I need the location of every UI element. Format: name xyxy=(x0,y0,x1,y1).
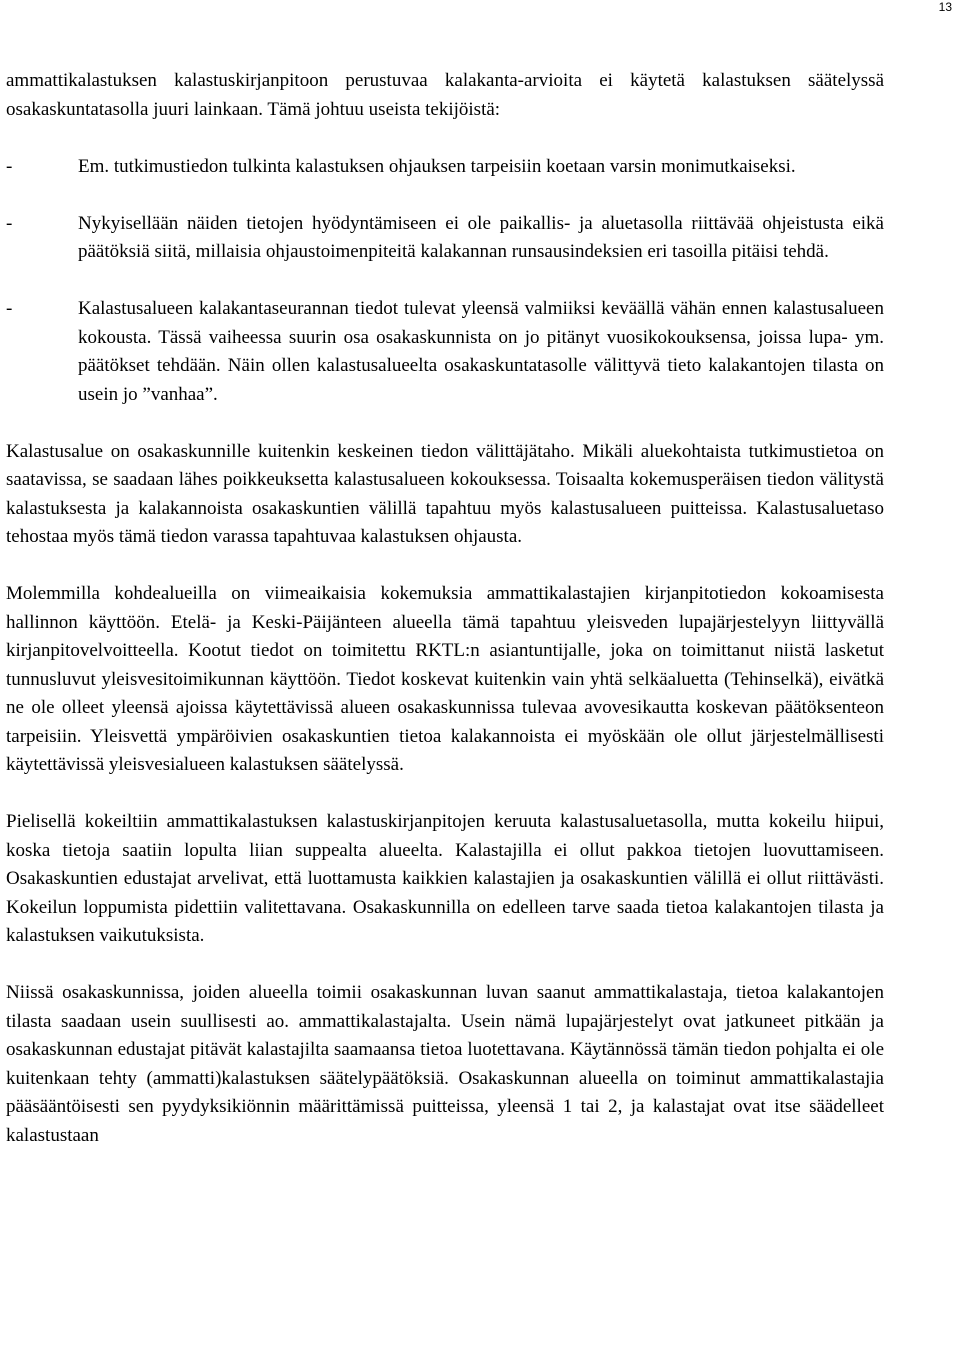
paragraph: Molemmilla kohdealueilla on viimeaikaisia kokemuksia ammattikalastajien kirjanpitotiedon kokoamisesta hallinnon käyttöön. Etelä- ja Keski-Päijänteen alueella tämä tapahtuu yleisveden lupajärjestelyyn liittyvällä kirjanpitovelvoitteella. Kootut tiedot on toimitettu RKTL:n asiantuntijalle, joka on toimittanut niistä lasketut tunnusluvut yleisvesitoimikunnan käyttöön. Tiedot koskevat kuitenkin vain yhtä selkäaluetta (Tehinselkä), eivätkä ne ole olleet yleensä ajoissa käytettävissä alueen osakaskunnissa tulevaa avovesikautta koskevan päätöksenteon tarpeisiin. Yleisvettä ympäröivien osakaskuntien tietoa kalakannoista ei myöskään ole ollut järjestelmällisesti käytettävissä yleisvesialueen kalastuksen säätelyssä. xyxy=(6,583,884,775)
list-item-text: Nykyisellään näiden tietojen hyödyntämiseen ei ole paikallis- ja aluetasolla riittävää ohjeistusta eikä päätöksiä siitä, millaisia ohjaustoimenpiteitä kalakannan runsausindeksien eri tasoilla pitäisi tehdä. xyxy=(78,212,884,262)
paragraph: Kalastusalue on osakaskunnille kuitenkin keskeinen tiedon välittäjätaho. Mikäli aluekohtaista tutkimustietoa on saatavissa, se saadaan lähes poikkeuksetta kalastusalueen kokouksessa. Toisaalta kokemusperäisen tiedon välitystä kalastuksesta ja kalakannoista osakaskuntien välillä tapahtuu myös kalastusalueen puitteissa. Kalastusaluetaso tehostaa myös tämä tiedon varassa tapahtuvaa kalastuksen ohjausta. xyxy=(6,440,884,547)
list-item xyxy=(6,210,884,267)
list-dash: - xyxy=(6,155,13,177)
paragraph-continuation: ammattikalastuksen kalastuskirjanpitoon perustuvaa kalakanta-arvioita ei käytetä kalastuksen säätelyssä osakaskuntatasolla juuri lainkaan. Tämä johtuu useista tekijöistä: xyxy=(6,70,884,120)
list-dash: - xyxy=(6,298,13,319)
page-number: 13 xyxy=(938,0,952,14)
list-item xyxy=(6,153,884,182)
list-item xyxy=(6,295,884,409)
list-item-text: Em. tutkimustiedon tulkinta kalastuksen ohjauksen tarpeisiin koetaan varsin monimutkaiseksi. xyxy=(78,155,796,177)
paragraph: Niissä osakaskunnissa, joiden alueella toimii osakaskunnan luvan saanut ammattikalastaja, tietoa kalakantojen tilasta saadaan usein suullisesti ao. ammattikalastajalta. Usein nämä lupajärjestelyt ovat jatkuneet pitkään ja osakaskunnan edustajat pitävät kalastajilta saamaansa tietoa luotettavana. Käytännössä tämän tiedon pohjalta ei ole kuitenkaan tehty (ammatti)kalastuksen säätelypäätöksiä. Osakaskunnan alueella on toiminut ammattikalastajia pääsääntöisesti sen pyydyksikiönnin määrittämissä puitteissa, yleensä 1 tai 2, ja kalastajat ovat itse säädelleet kalastustaan xyxy=(6,982,884,1146)
document-body xyxy=(6,67,884,1179)
list-item-text: Kalastusalueen kalakantaseurannan tiedot tulevat yleensä valmiiksi keväällä vähän ennen kalastusalueen kokousta. Tässä vaiheessa suurin osa osakaskunnista on jo pitänyt vuosikokouksensa, joissa lupa- ym. päätökset tehdään. Näin ollen kalastusalueelta osakaskuntatasolle välittyvä tieto kalakantojen tilasta on usein jo ”vanhaa”. xyxy=(78,298,884,405)
paragraph: Pielisellä kokeiltiin ammattikalastuksen kalastuskirjanpitojen keruuta kalastusaluetasolla, mutta kokeilu hiipui, koska tietoja saatiin lopulta liian suppealta alueelta. Kalastajilla ei ollut pakkoa tietojen luovuttamiseen. Osakaskuntien edustajat arvelivat, että luottamusta kaikkien kalastajien ja osakaskuntien välillä ei ollut riittävästi. Kokeilun loppumista pidettiin valitettavana. Osakaskunnilla on edelleen tarve saada tietoa kalakantojen tilasta ja kalastuksen vaikutuksista. xyxy=(6,811,884,946)
list-dash: - xyxy=(6,212,13,234)
